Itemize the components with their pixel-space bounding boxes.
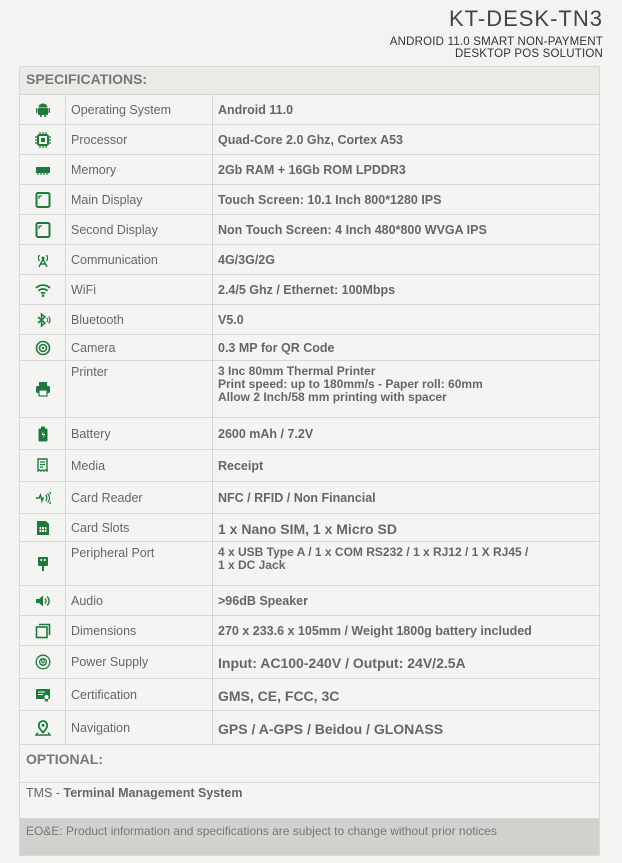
spec-row: [20, 305, 599, 335]
spec-sheet: [19, 66, 600, 856]
display-icon: [20, 215, 66, 244]
spec-label: Memory: [65, 155, 213, 184]
bluetooth-icon: [20, 305, 66, 334]
spec-value: Receipt: [218, 459, 264, 473]
spec-label: Operating System: [65, 95, 213, 124]
product-subtitle: [390, 36, 603, 60]
spec-row: [20, 418, 599, 450]
spec-value: GMS, CE, FCC, 3C: [218, 688, 340, 704]
tms-line: [20, 783, 599, 819]
spec-value: GPS / A-GPS / Beidou / GLONASS: [218, 721, 444, 737]
spec-row: [20, 215, 599, 245]
printer-icon: [20, 361, 66, 417]
specifications-heading: SPECIFICATIONS:: [20, 67, 599, 95]
spec-label: Processor: [65, 125, 213, 154]
spec-row: [20, 679, 599, 711]
subtitle-line-1: ANDROID 11.0 SMART NON-PAYMENT: [389, 36, 603, 48]
spec-label: Camera: [65, 335, 213, 360]
spec-row: [20, 514, 599, 542]
spec-row: [20, 335, 599, 361]
spec-value: V5.0: [218, 313, 244, 327]
spec-value: 3 Inc 80mm Thermal Printer Print speed: up to 180mm/s - Paper roll: 60mm Allow 2 Inch/58 mm printing with spacer: [218, 364, 483, 404]
spec-row: [20, 155, 599, 185]
camera-icon: [20, 335, 66, 360]
spec-label: Printer: [65, 361, 213, 417]
spec-value: Touch Screen: 10.1 Inch 800*1280 IPS: [218, 193, 442, 207]
spec-row: [20, 275, 599, 305]
wifi-icon: [20, 275, 66, 304]
spec-label: Second Display: [65, 215, 213, 244]
spec-value: 270 x 233.6 x 105mm / Weight 1800g battery included: [218, 624, 532, 638]
sim-icon: [20, 514, 66, 541]
spec-label: Peripheral Port: [65, 542, 213, 585]
spec-row: [20, 586, 599, 616]
spec-value: 4 x USB Type A / 1 x COM RS232 / 1 x RJ12 / 1 X RJ45 / 1 x DC Jack: [218, 545, 529, 572]
android-icon: [20, 95, 66, 124]
spec-row: [20, 711, 599, 745]
tms-name: Terminal Management System: [63, 786, 243, 800]
spec-row: [20, 125, 599, 155]
spec-label: Power Supply: [65, 646, 213, 678]
spec-value: 2Gb RAM + 16Gb ROM LPDDR3: [218, 163, 406, 177]
display-icon: [20, 185, 66, 214]
spec-label: Main Display: [65, 185, 213, 214]
spec-label: Navigation: [65, 711, 213, 744]
spec-row: [20, 616, 599, 646]
antenna-icon: [20, 245, 66, 274]
spec-value: NFC / RFID / Non Financial: [218, 491, 376, 505]
spec-value: Quad-Core 2.0 Ghz, Cortex A53: [218, 133, 403, 147]
spec-value: >96dB Speaker: [218, 594, 308, 608]
spec-label: Audio: [65, 586, 213, 615]
dimensions-icon: [20, 616, 66, 645]
spec-label: Communication: [65, 245, 213, 274]
spec-row: [20, 361, 599, 418]
spec-label: Card Reader: [65, 482, 213, 513]
spec-row: [20, 542, 599, 586]
usb-icon: [20, 542, 66, 585]
model-title: KT-DESK-TN3: [448, 6, 603, 31]
cpu-icon: [20, 125, 66, 154]
spec-label: WiFi: [65, 275, 213, 304]
spec-label: Bluetooth: [65, 305, 213, 334]
spec-value: Input: AC100-240V / Output: 24V/2.5A: [218, 655, 466, 671]
tms-prefix: TMS -: [26, 786, 64, 800]
subtitle-line-2: DESKTOP POS SOLUTION: [454, 48, 603, 60]
optional-heading: OPTIONAL:: [20, 745, 599, 783]
speaker-icon: [20, 586, 66, 615]
battery-icon: [20, 418, 66, 449]
spec-row: [20, 450, 599, 482]
spec-label: Dimensions: [65, 616, 213, 645]
spec-value: Android 11.0: [218, 103, 294, 117]
spec-value: 1 x Nano SIM, 1 x Micro SD: [218, 521, 397, 537]
spec-value: 0.3 MP for QR Code: [218, 341, 335, 355]
spec-value: 2600 mAh / 7.2V: [218, 427, 314, 441]
location-icon: [20, 711, 66, 744]
disclaimer-footer: EO&E: Product information and specifications are subject to change without prior notices: [20, 819, 599, 855]
nfc-icon: [20, 482, 66, 513]
spec-label: Battery: [65, 418, 213, 449]
spec-label: Card Slots: [65, 514, 213, 541]
power-icon: [20, 646, 66, 678]
spec-label: Certification: [65, 679, 213, 710]
certificate-icon: [20, 679, 66, 710]
spec-label: Media: [65, 450, 213, 481]
spec-row: [20, 95, 599, 125]
spec-row: [20, 646, 599, 679]
receipt-icon: [20, 450, 66, 481]
spec-value: 4G/3G/2G: [218, 253, 275, 267]
spec-value: Non Touch Screen: 4 Inch 480*800 WVGA IPS: [218, 223, 487, 237]
spec-row: [20, 482, 599, 514]
spec-row: [20, 185, 599, 215]
spec-value: 2.4/5 Ghz / Ethernet: 100Mbps: [218, 283, 396, 297]
memory-icon: [20, 155, 66, 184]
spec-row: [20, 245, 599, 275]
